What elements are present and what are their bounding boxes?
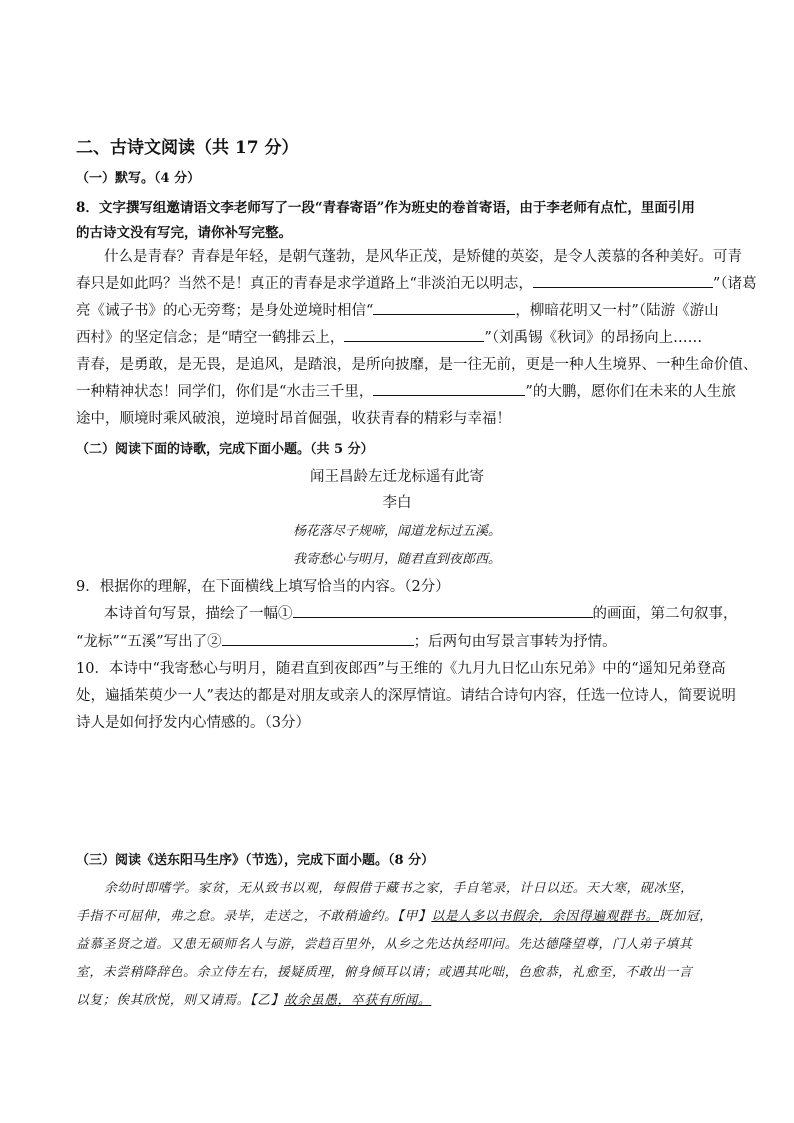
q8-prompt-line2: 的古诗文没有写完，请你补写完整。 (76, 225, 292, 241)
poem-line-2: 我寄愁心与明月，随君直到夜郎西。 (292, 552, 501, 567)
passage-line-1: 什么是青春？青春是年轻，是朝气蓬勃，是风华正茂，是矫健的英姿，是令人羡慕的各种美好。可青 (104, 249, 742, 265)
underlined-sentence-jia: 以是人多以书假余，余因得遍观群书。 (431, 909, 660, 924)
part3-heading: （三）阅读《送东阳马生序》（节选），完成下面小题。（8 分） (76, 853, 435, 868)
fill-blank-1[interactable] (533, 273, 713, 288)
poem-line-1: 杨花落尽子规啼，闻道龙标过五溪。 (292, 524, 501, 539)
section-title: 二、古诗文阅读（共 17 分） (76, 138, 299, 158)
q10-line-1: 10．本诗中“我寄愁心与明月，随君直到夜郎西”与王维的《九月九日忆山东兄弟》中的“遥知兄弟登高 (76, 661, 726, 677)
fill-blank-3[interactable] (344, 327, 484, 342)
passage-line-5: 青春，是勇敢，是无畏，是追风，是踏浪，是所向披靡，是一往无前，更是一种人生境界、一种生命价值、 (76, 357, 758, 373)
part1-heading: （一）默写。（4 分） (76, 171, 201, 186)
classical-line-4: 室，未尝稍降辞色。余立侍左右，援疑质理，俯身倾耳以请；或遇其叱咄，色愈恭，礼愈至，不敢出一言 (76, 965, 693, 980)
fill-blank-2[interactable] (373, 300, 515, 315)
classical-line-1: 余幼时即嗜学。家贫，无从致书以观，每假借于藏书之家，手自笔录，计日以还。天大寒，砚冰坚， (104, 881, 694, 896)
fill-blank-4[interactable] (373, 381, 525, 396)
q9-prompt: 9．根据你的理解，在下面横线上填写恰当的内容。（2分） (76, 579, 450, 595)
poem-author: 李白 (382, 495, 412, 511)
passage-line-4: 西村》的坚定信念；是“晴空一鹤排云上， ”（刘禹锡《秋词》的昂扬向上…… (76, 326, 702, 347)
poem-title: 闻王昌龄左迁龙标遥有此寄 (310, 469, 484, 485)
q8-prompt-line1: 8．文字撰写组邀请语文李老师写了一段“青春寄语”作为班史的卷首寄语，由于李老师有点忙，里面引用 (76, 200, 695, 216)
classical-line-3: 益慕圣贤之道。又患无硕师名人与游，尝趋百里外，从乡之先达执经叩问。先达德隆望尊，门人弟子填其 (76, 937, 693, 952)
q10-line-3: 诗人是如何抒发内心情感的。（3分） (76, 715, 310, 731)
classical-line-2: 手指不可屈伸，弗之怠。录毕，走送之，不敢稍逾约。【甲】以是人多以书假余，余因得遍观群书。既加冠， (76, 909, 713, 924)
underlined-sentence-yi: 故余虽愚，卒获有所闻。 (283, 993, 432, 1008)
passage-line-6: 一种精神状态！同学们，你们是“水击三千里， ”的大鹏，愿你们在未来的人生旅 (76, 380, 736, 401)
passage-line-3: 亮《诫子书》的心无旁骛；是身处逆境时相信“ ，柳暗花明又一村”（陆游《游山 (76, 299, 719, 320)
q9-blank-2[interactable] (222, 631, 414, 646)
q9-blank-1[interactable] (293, 603, 593, 618)
part2-heading: （二）阅读下面的诗歌，完成下面小题。（共 5 分） (76, 442, 374, 457)
passage-line-2: 春只是如此吗？当然不是！真正的青春是求学道路上“非淡泊无以明志， ”（诸葛 (76, 272, 757, 293)
q10-line-2: 处，遍插茱萸少一人”表达的都是对朋友或亲人的深厚情谊。请结合诗句内容，任选一位诗人，简要说明 (76, 688, 736, 704)
q9-line-2: “龙标”“五溪”写出了② ；后两句由写景言事转为抒情。 (76, 630, 617, 651)
passage-line-7: 途中，顺境时乘风破浪，逆境时昂首倔强，收获青春的精彩与幸福！ (76, 411, 511, 427)
classical-line-5: 以复；俟其欣悦，则又请焉。【乙】故余虽愚，卒获有所闻。 (76, 993, 432, 1008)
q9-line-1: 本诗首句写景，描绘了一幅① 的画面，第二句叙事， (104, 602, 738, 623)
